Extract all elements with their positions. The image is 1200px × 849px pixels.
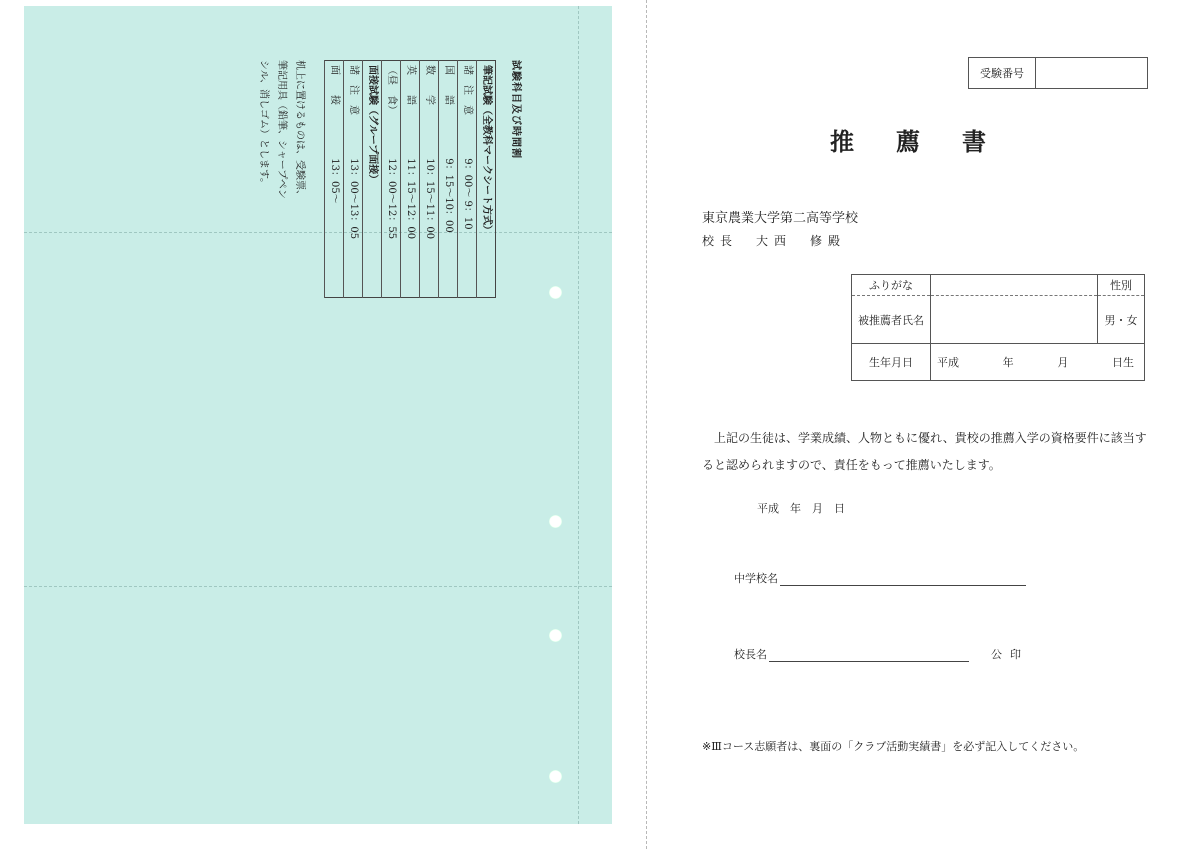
- schedule-time: 11：15〜12：00: [401, 154, 420, 297]
- schedule-subject: 面 接: [325, 61, 344, 155]
- exam-number-label: 受験番号: [969, 58, 1036, 88]
- schedule-row: [325, 61, 344, 298]
- schedule-row: [420, 61, 439, 298]
- schedule-row: [401, 61, 420, 298]
- schedule-table: [324, 60, 496, 298]
- schedule-row: [458, 61, 477, 298]
- course-footnote: ※Ⅲコース志願者は、裏面の「クラブ活動実績書」を必ず記入してください。: [702, 740, 1085, 753]
- sex-options[interactable]: 男・女: [1098, 296, 1145, 344]
- signature-date: 平成 年 月 日: [757, 502, 845, 515]
- birthdate-label: 生年月日: [852, 344, 931, 381]
- schedule-notes: [254, 60, 308, 300]
- schedule-section-heading: 筆記試験（全教科マークシート方式）: [477, 61, 496, 298]
- schedule-subject: 数 学: [420, 61, 439, 155]
- principal-name-row: [734, 646, 1029, 662]
- student-name-field[interactable]: [931, 296, 1098, 344]
- junior-high-field[interactable]: [780, 573, 1026, 586]
- binder-hole: [549, 629, 562, 642]
- schedule-time: 12：00〜12：55: [382, 154, 401, 297]
- teal-cover-panel: [24, 6, 612, 824]
- document-title: 推薦書: [830, 127, 1028, 156]
- schedule-time: 13：05〜: [325, 154, 344, 297]
- schedule-subject: （昼 食）: [382, 61, 401, 155]
- schedule-time: 10：15〜11：00: [420, 154, 439, 297]
- schedule-row: [382, 61, 401, 298]
- schedule-subject: 英 語: [401, 61, 420, 155]
- page-gutter-line: [646, 0, 647, 849]
- principal-name-field[interactable]: [769, 649, 969, 662]
- schedule-title: 試験科目及び時間割: [510, 60, 521, 159]
- recipient-principal: 校長 大西 修殿: [702, 234, 847, 248]
- birth-era: 平成: [937, 356, 959, 369]
- schedule-time: 9：00〜 9：10: [458, 154, 477, 297]
- birth-month-unit: 月: [1057, 356, 1069, 369]
- binder-hole: [549, 286, 562, 299]
- schedule-row: [344, 61, 363, 298]
- schedule-section-heading: 面接試験（グループ面接）: [363, 61, 382, 298]
- student-info-table: [851, 274, 1145, 381]
- exam-number-field[interactable]: [1036, 58, 1147, 88]
- schedule-subject: 諸 注 意: [458, 61, 477, 155]
- binder-hole: [549, 515, 562, 528]
- recommendation-statement: 上記の生徒は、学業成績、人物ともに優れ、貴校の推薦入学の資格要件に該当すると認められますので、責任をもって推薦いたします。: [702, 431, 1147, 472]
- fold-line: [24, 586, 612, 587]
- schedule-time: 13：00〜13：05: [344, 154, 363, 297]
- schedule-note-line: シル、消しゴム）とします。: [258, 60, 269, 189]
- birthdate-field[interactable]: [931, 344, 1145, 381]
- junior-high-school-row: [734, 570, 1026, 586]
- schedule-note-line: 机上に置けるものは、受験票、: [294, 60, 305, 200]
- furigana-field[interactable]: [931, 275, 1098, 296]
- schedule-row: [439, 61, 458, 298]
- junior-high-label: 中学校名: [734, 572, 778, 585]
- schedule-time: 9：15〜10：00: [439, 154, 458, 297]
- schedule-subject: 国 語: [439, 61, 458, 155]
- binder-hole: [549, 770, 562, 783]
- exam-number-box: [968, 57, 1148, 89]
- student-name-label: 被推薦者氏名: [852, 296, 931, 344]
- birth-day-unit: 日生: [1111, 356, 1134, 369]
- exam-schedule-block: [246, 12, 536, 302]
- schedule-subject: 諸 注 意: [344, 61, 363, 155]
- furigana-label: ふりがな: [852, 275, 931, 296]
- schedule-note-line: 筆記用具（鉛筆、シャープペン: [276, 60, 287, 199]
- sex-label: 性別: [1098, 275, 1145, 296]
- official-seal-label: 公印: [991, 648, 1029, 661]
- birth-year-unit: 年: [1002, 356, 1014, 369]
- recipient-school-name: 東京農業大学第二高等学校: [702, 211, 859, 226]
- principal-name-label: 校長名: [734, 648, 767, 661]
- fold-line-vertical: [578, 6, 579, 824]
